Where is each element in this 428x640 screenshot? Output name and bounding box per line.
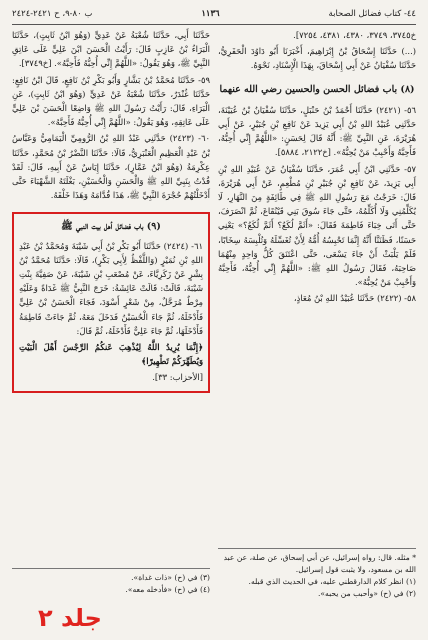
footnote: (٤) في (ح) «فأدخله معه». [125, 585, 210, 594]
right-footnotes [218, 548, 416, 600]
right-column [218, 28, 416, 600]
hadith-paragraph: ٥٩- حَدَّثَنَا مُحَمَّدُ بْنُ بَشَّارٍ وَأَبُو بَكْرِ بْنُ نَافِعٍ، قَالَ ابْنُ نَافِعٍ: حَدَّثَنَا غُنْدَرٌ، حَدَّثَنَا شُعْبَةُ عَنْ عَدِيٍّ (وَهُوَ ابْنُ ثَابِتٍ)، عَنِ الْبَرَاءِ، قَالَ: رَأَيْتُ رَسُولَ اللهِ ﷺ وَاضِعًا الْحَسَنَ بْنَ عَلِيٍّ عَلَى عَاتِقِهِ، وَهُوَ يَقُولُ: «اللَّهُمَّ إِنِّي أُحِبُّهُ فَأَحِبَّهُ». [12, 74, 210, 128]
running-header [12, 6, 416, 25]
paragraph: حَدَّثَنَا أَبِي، حَدَّثَنَا شُعْبَةُ عَنْ عَدِيٍّ (وَهُوَ ابْنُ ثَابِتٍ)، حَدَّثَنَا الْبَرَاءُ بْنُ عَازِبٍ قَالَ: رَأَيْتُ الْحَسَنَ ابْنَ عَلِيٍّ عَلَى عَاتِقِ النَّبِيِّ ﷺ، وَهُوَ يَقُولُ: «اللَّهُمَّ إِنِّي أُحِبُّهُ فَأَحِبَّهُ». [خ٣٧٤٩]. [12, 30, 210, 69]
chapter-heading: (٩) باب فضائل أهل بيت النبي ﷺ [61, 221, 161, 233]
hadith-paragraph: ٦٠- (٢٤٢٣) حَدَّثَنِي عَبْدُ اللهِ بْنُ الرُّومِيِّ الْيَمَامِيُّ وَعَبَّاسُ بْنُ عَبْدِ الْعَظِيمِ الْعَنْبَرِيُّ، قَالَا: حَدَّثَنَا النَّضْرُ بْنُ مُحَمَّدٍ، حَدَّثَنَا عِكْرِمَةُ (وَهُوَ ابْنُ عَمَّارٍ)، حَدَّثَنَا إِيَاسٌ عَنْ أَبِيهِ، قَالَ: لَقَدْ قُدْتُ بِنَبِيِّ اللهِ ﷺ وَالْحَسَنِ وَالْحُسَيْنِ، بَغْلَتَهُ الشَّهْبَاءَ حَتَّى أَدْخَلْتُهُمْ حُجْرَةَ النَّبِيِّ ﷺ، هَذَا قُدَّامَهُ وَهَذَا خَلْفَهُ. [12, 133, 210, 201]
verse-reference: [الأحزاب: ٣٣]. [152, 372, 203, 383]
footnote: (٢) في (ح) «وأحبب من يحبه». [317, 589, 416, 598]
header-title: ٤٤- كتاب فضائل الصحابة [328, 9, 416, 19]
footnote: (٣) في (ح) «ذات غداة». [131, 573, 210, 582]
quran-verse: ﴿إِنَّمَا يُرِيدُ اللَّهُ لِيُذْهِبَ عَنكُمُ الرِّجْسَ أَهْلَ الْبَيْتِ وَيُطَهِّرَكُمْ تَطْهِيرًا﴾ [19, 342, 203, 367]
hadith-paragraph: ٥٨- (٢٤٢٢) حَدَّثَنَا عُبَيْدُ اللهِ بْنُ مُعَاذٍ، [293, 293, 416, 304]
page-number: ١١٣٦ [201, 9, 220, 19]
highlighted-section [12, 212, 210, 392]
volume-annotation: جلد ٢ [38, 604, 102, 632]
hadith-paragraph: ٦١- (٢٤٢٤) حَدَّثَنَا أَبُو بَكْرِ بْنُ أَبِي شَيْبَةَ وَمُحَمَّدُ بْنُ عَبْدِ اللهِ بْنِ نُمَيْرٍ (وَاللَّفْظُ لِأَبِي بَكْرٍ)، قَالَا: حَدَّثَنَا مُحَمَّدُ بْنُ بِشْرٍ عَنْ زَكَرِيَّاءَ، عَنْ مُصْعَبِ بْنِ شَيْبَةَ، عَنْ صَفِيَّةَ بِنْتِ شَيْبَةَ، قَالَتْ: قَالَتْ عَائِشَةُ: خَرَجَ النَّبِيُّ ﷺ غَدَاةً وَعَلَيْهِ مِرْطٌ مُرَحَّلٌ، مِنْ شَعْرٍ أَسْوَدَ، فَجَاءَ الْحَسَنُ بْنُ عَلِيٍّ فَأَدْخَلَهُ، ثُمَّ جَاءَ الْحُسَيْنُ فَدَخَلَ مَعَهُ، ثُمَّ جَاءَتْ فَاطِمَةُ فَأَدْخَلَهَا، ثُمَّ جَاءَ عَلِيٌّ فَأَدْخَلَهُ، ثُمَّ قَالَ: [19, 240, 204, 336]
paragraph: (...) حَدَّثَنَا إِسْحَاقُ بْنُ إِبْرَاهِيمَ، أَخْبَرَنَا أَبُو دَاوُدَ الْحَفَرِيُّ، حَدَّثَنَا سُفْيَانُ عَنْ أَبِي إِسْحَاقَ، بِهَذَا الْإِسْنَادِ، نَحْوَهُ. [218, 46, 416, 71]
footnote: (١) انظر كلام الدارقطني عليه، في الحديث الذي قبله. [248, 577, 416, 586]
paragraph: خ٣٧٤٥، ٣٧٤٩، ٤٣٨٠، ٤٣٨١، ٧٢٥٤]. [293, 30, 416, 40]
left-column [12, 28, 210, 600]
header-ref: ب ٨٠-٩، ح ٢٤٢١-٢٤٢٤ [12, 9, 93, 19]
chapter-heading: (٨) باب فضائل الحسن والحسين رضي الله عنهما [219, 83, 415, 95]
hadith-paragraph: ٥٦- (٢٤٢١) حَدَّثَنَا أَحْمَدُ بْنُ حَنْبَلٍ، حَدَّثَنَا سُفْيَانُ بْنُ عُيَيْنَةَ، حَدَّثَنِي عُبَيْدُ اللهِ بْنُ أَبِي يَزِيدَ عَنْ نَافِعِ بْنِ جُبَيْرٍ، عَنْ أَبِي هُرَيْرَةَ، عَنِ النَّبِيِّ ﷺ: أَنَّهُ قَالَ لِحَسَنٍ: «اللَّهُمَّ إِنِّي أُحِبُّهُ، فَأَحِبَّهُ وَأَحْبِبْ مَنْ يُحِبُّهُ». [خ٢١٢٢، ٥٨٨٤]. [218, 104, 416, 158]
footnote: * مثله. قال: رواه إسرائيل، عن أبي إسحاق، عن صلة، عن عبد الله بن مسعود، ولا يثبت قول إسرائيل. [223, 553, 416, 574]
left-footnotes [12, 568, 210, 596]
hadith-paragraph: ٥٧- حَدَّثَنِي ابْنُ أَبِي عُمَرَ، حَدَّثَنَا سُفْيَانُ عَنْ عُبَيْدِ اللهِ بْنِ أَبِي يَزِيدَ، عَنْ نَافِعِ بْنِ جُبَيْرِ بْنِ مُطْعِمٍ، عَنْ أَبِي هُرَيْرَةَ، قَالَ: خَرَجْتُ مَعَ رَسُولِ اللهِ ﷺ فِي طَائِفَةٍ مِنَ النَّهَارِ، لَا يُكَلِّمُنِي وَلَا أُكَلِّمُهُ، حَتَّى جَاءَ سُوقَ بَنِي قَيْنُقَاعَ، ثُمَّ انْصَرَفَ، حَتَّى أَتَى خِبَاءَ فَاطِمَةَ فَقَالَ: «أَثَمَّ لُكَعُ؟ أَثَمَّ لُكَعُ؟» يَعْنِي حَسَنًا، فَظَنَنَّا أَنَّهُ إِنَّمَا تَحْبِسُهُ أُمُّهُ لِأَنْ تُغَسِّلَهُ وَتُلْبِسَهُ سِخَابًا، فَلَمْ يَلْبَثْ أَنْ جَاءَ يَسْعَى، حَتَّى اعْتَنَقَ كُلُّ وَاحِدٍ مِنْهُمَا صَاحِبَهُ، فَقَالَ رَسُولُ اللهِ ﷺ: «اللَّهُمَّ إِنِّي أُحِبُّهُ، فَأَحِبَّهُ وَأَحْبِبْ مَنْ يُحِبُّهُ». [218, 163, 416, 288]
